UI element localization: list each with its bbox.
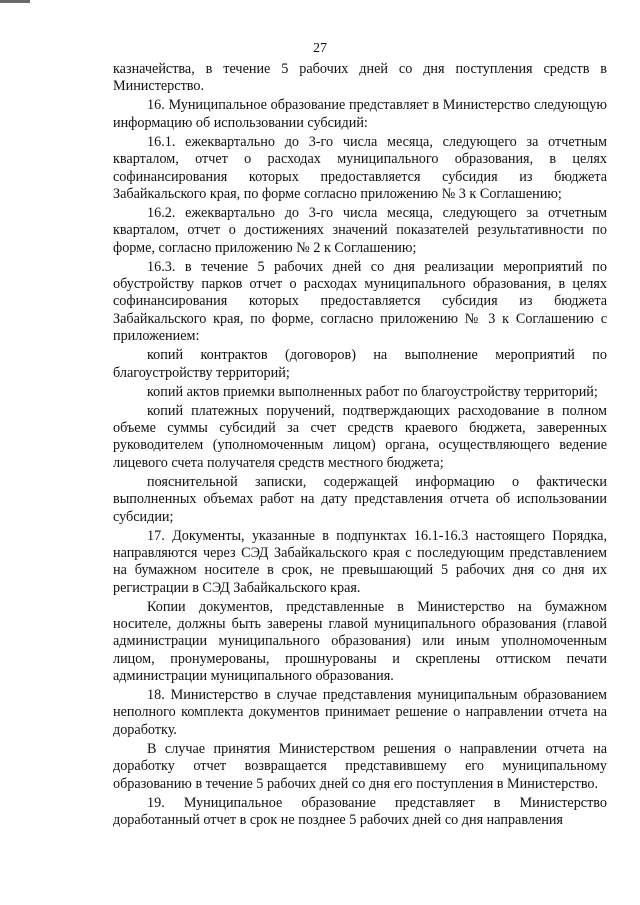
- paragraph-17: 17. Документы, указанные в подпунктах 16.1-16.3 настоящего Порядка, направляются через СЭД Забайкальского края с последующим представлением на бумажном носителе в срок, не превышающий 5 рабочих дня со дня их регистрации в СЭД Забайкальского края.: [113, 527, 607, 596]
- paragraph-17-copies: Копии документов, представленные в Министерство на бумажном носителе, должны быть заверены главой муниципального образования (главой администрации муниципального образования) или иным уполномоченным лицом, пронумерованы, прошнурованы и скреплены оттиском печати администрации муниципального образования.: [113, 598, 607, 684]
- attachment-explanatory-note: пояснительной записки, содержащей информацию о фактически выполненных объемах работ на дату представления отчета об использовании субсидии;: [113, 473, 607, 525]
- page-body: [113, 61, 607, 831]
- attachment-contracts: копий контрактов (договоров) на выполнение мероприятий по благоустройству территорий;: [113, 347, 607, 381]
- attachment-payment-orders: копий платежных поручений, подтверждающих расходование в полном объеме суммы субсидий за счет средств краевого бюджета, заверенных руководителем (уполномоченным лицом) органа, осуществляющего ведение лицевого счета получателя средств местного бюджета;: [113, 402, 607, 471]
- page-number: 27: [313, 41, 327, 56]
- paragraph-16: 16. Муниципальное образование представляет в Министерство следующую информацию об использовании субсидий:: [113, 97, 607, 131]
- paragraph-16-3: 16.3. в течение 5 рабочих дней со дня реализации мероприятий по обустройству парков отчет о расходах муниципального образования, в целях софинансирования которых предоставляется субсидия из бюджета Забайкальского края, по форме, согласно приложению № 3 к Соглашению с приложением:: [113, 258, 607, 345]
- scan-edge-mark: [0, 0, 30, 3]
- paragraph-16-2: 16.2. ежеквартально до 3-го числа месяца, следующего за отчетным кварталом, отчет о достижениях значений показателей результативности по форме, согласно приложению № 2 к Соглашению;: [113, 205, 607, 256]
- paragraph-16-1: 16.1. ежеквартально до 3-го числа месяца, следующего за отчетным кварталом, отчет о расходах муниципального образования, в целях софинансирования которых предоставляется субсидия из бюджета Забайкальского края, по форме согласно приложению № 3 к Соглашению;: [113, 133, 607, 202]
- paragraph-18: 18. Министерство в случае представления муниципальным образованием неполного комплекта документов принимает решение о направлении отчета на доработку.: [113, 687, 607, 738]
- attachment-acts: копий актов приемки выполненных работ по благоустройству территорий;: [147, 383, 598, 400]
- paragraph-continuation: казначейства, в течение 5 рабочих дней со дня поступления средств в Министерство.: [113, 61, 607, 95]
- paragraph-19: 19. Муниципальное образование представляет в Министерство доработанный отчет в срок не позднее 5 рабочих дней со дня направления: [113, 794, 607, 829]
- paragraph-18-return: В случае принятия Министерством решения о направлении отчета на доработку отчет возвращается представившему его муниципальному образованию в течение 5 рабочих дней со дня его поступления в Министерство.: [113, 740, 607, 792]
